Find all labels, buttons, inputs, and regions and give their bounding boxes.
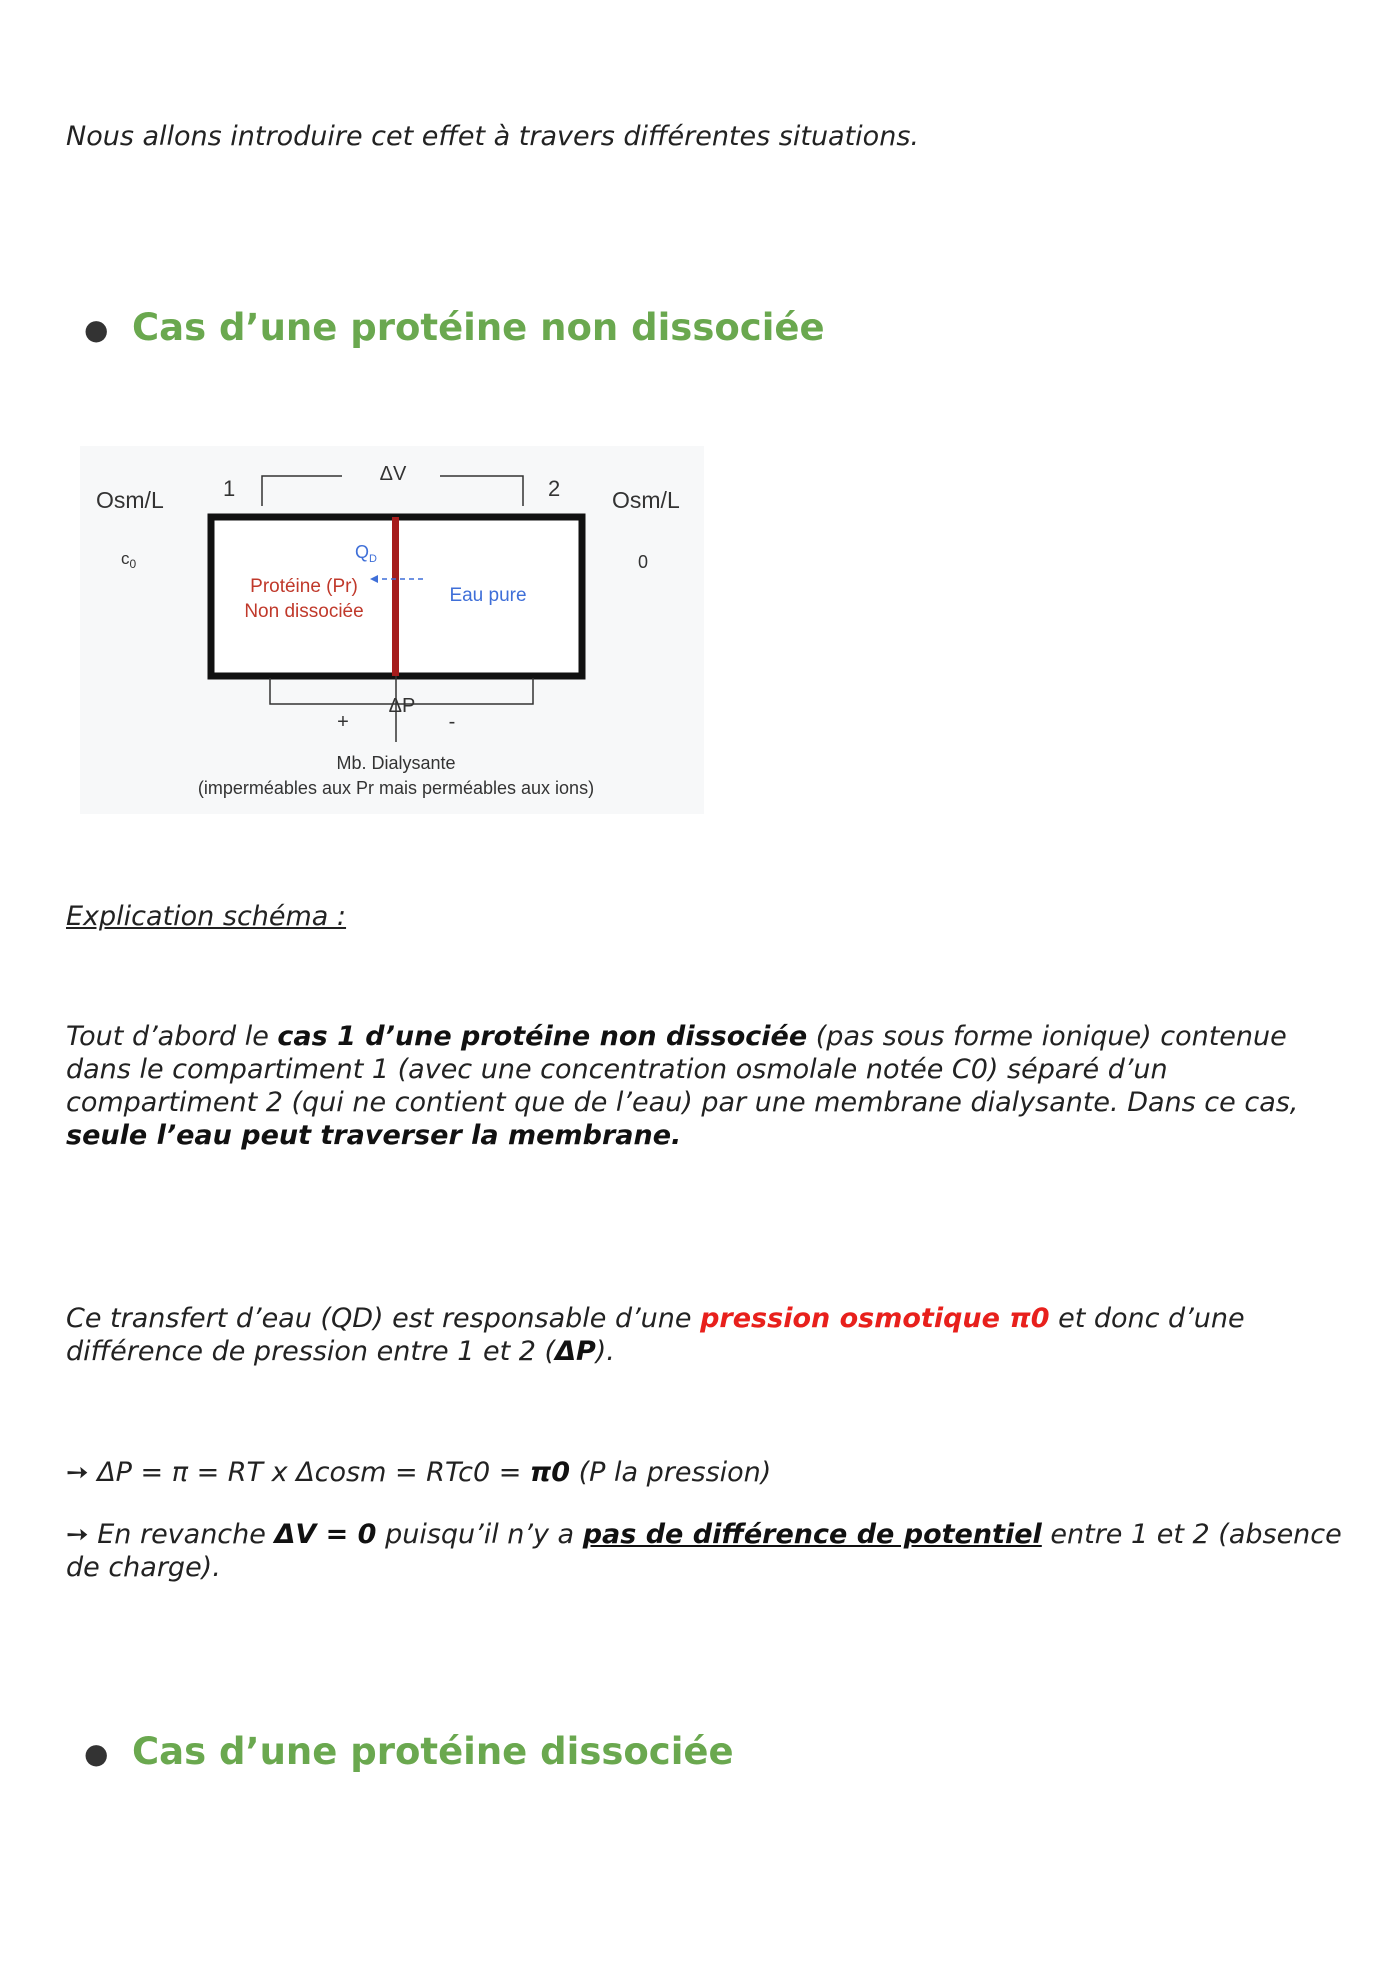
membrane bbox=[392, 517, 399, 676]
text-run: entre 1 et 2 (absence de charge). bbox=[66, 1519, 1342, 1583]
membrane-caption-line2: (imperméables aux Pr mais perméables aux ions) bbox=[197, 778, 595, 798]
bold-run: π0 bbox=[529, 1457, 571, 1488]
formula-line bbox=[66, 1456, 1356, 1489]
bold-underline-run: pas de différence de potentiel bbox=[582, 1519, 1042, 1550]
compartment-2-label: 2 bbox=[548, 476, 561, 501]
section-heading-non-dissociated bbox=[84, 306, 825, 349]
pure-water-label: Eau pure bbox=[449, 585, 527, 606]
compartment-1-label: 1 bbox=[223, 476, 236, 501]
minus-sign: - bbox=[448, 711, 456, 733]
text-run: (P la pression) bbox=[570, 1457, 772, 1488]
explication-label: Explication schéma : bbox=[66, 901, 347, 932]
arrow-icon: ➙ bbox=[66, 1519, 89, 1550]
text-run: Tout d’abord le bbox=[66, 1021, 278, 1052]
text-run: puisqu’il n’y a bbox=[376, 1519, 583, 1550]
text-run: En revanche bbox=[88, 1519, 275, 1550]
section-heading-dissociated bbox=[84, 1730, 734, 1773]
bold-run: cas 1 d’une protéine non dissociée bbox=[277, 1021, 808, 1052]
osm-left-label: Osm/L bbox=[96, 487, 164, 513]
section-heading-text: Cas d’une protéine dissociée bbox=[132, 1730, 734, 1773]
arrow-icon: ➙ bbox=[66, 1457, 89, 1488]
flow-q-label: $Q_D$ bbox=[355, 542, 377, 565]
text-run: (pas sous forme ionique) contenue dans le compartiment 1 (avec une concentration osmolale notée C0) séparé d’un compartiment 2 (qui ne contient que de l’eau) par une membrane dialysante. Dans ce cas, bbox=[66, 1021, 1299, 1118]
paragraph-water-transfer bbox=[66, 1302, 1356, 1368]
plus-sign: + bbox=[337, 711, 349, 733]
concentration-right: 0 bbox=[638, 552, 649, 572]
concentration-left: $c_0$ bbox=[121, 549, 137, 571]
potential-line bbox=[66, 1518, 1356, 1584]
text-run: ). bbox=[595, 1336, 615, 1367]
protein-label-line2: Non dissociée bbox=[244, 601, 364, 622]
delta-v-label: ΔV bbox=[379, 463, 407, 485]
text-run: et donc d’une différence de pression entre 1 et 2 ( bbox=[66, 1303, 1245, 1367]
membrane-caption-line1: Mb. Dialysante bbox=[336, 753, 456, 773]
delta-p-label: ΔP bbox=[388, 695, 416, 717]
dialysis-diagram bbox=[80, 446, 704, 814]
bullet-icon: ● bbox=[84, 1737, 109, 1770]
paragraph-case-1 bbox=[66, 1020, 1356, 1152]
text-run: ΔP = π = RT x Δcosm = RTc0 = bbox=[88, 1457, 530, 1488]
bold-run: seule l’eau peut traverser la membrane. bbox=[66, 1120, 682, 1151]
osm-right-label: Osm/L bbox=[612, 487, 680, 513]
bold-run: ΔP bbox=[555, 1336, 596, 1367]
highlight-red-run: pression osmotique π0 bbox=[700, 1303, 1050, 1334]
text-run: Ce transfert d’eau (QD) est responsable d’une bbox=[66, 1303, 701, 1334]
bullet-icon: ● bbox=[84, 313, 109, 346]
protein-label-line1: Protéine (Pr) bbox=[250, 576, 358, 597]
section-heading-text: Cas d’une protéine non dissociée bbox=[132, 306, 825, 349]
bold-run: ΔV = 0 bbox=[274, 1519, 377, 1550]
intro-text: Nous allons introduire cet effet à travers différentes situations. bbox=[66, 121, 919, 152]
